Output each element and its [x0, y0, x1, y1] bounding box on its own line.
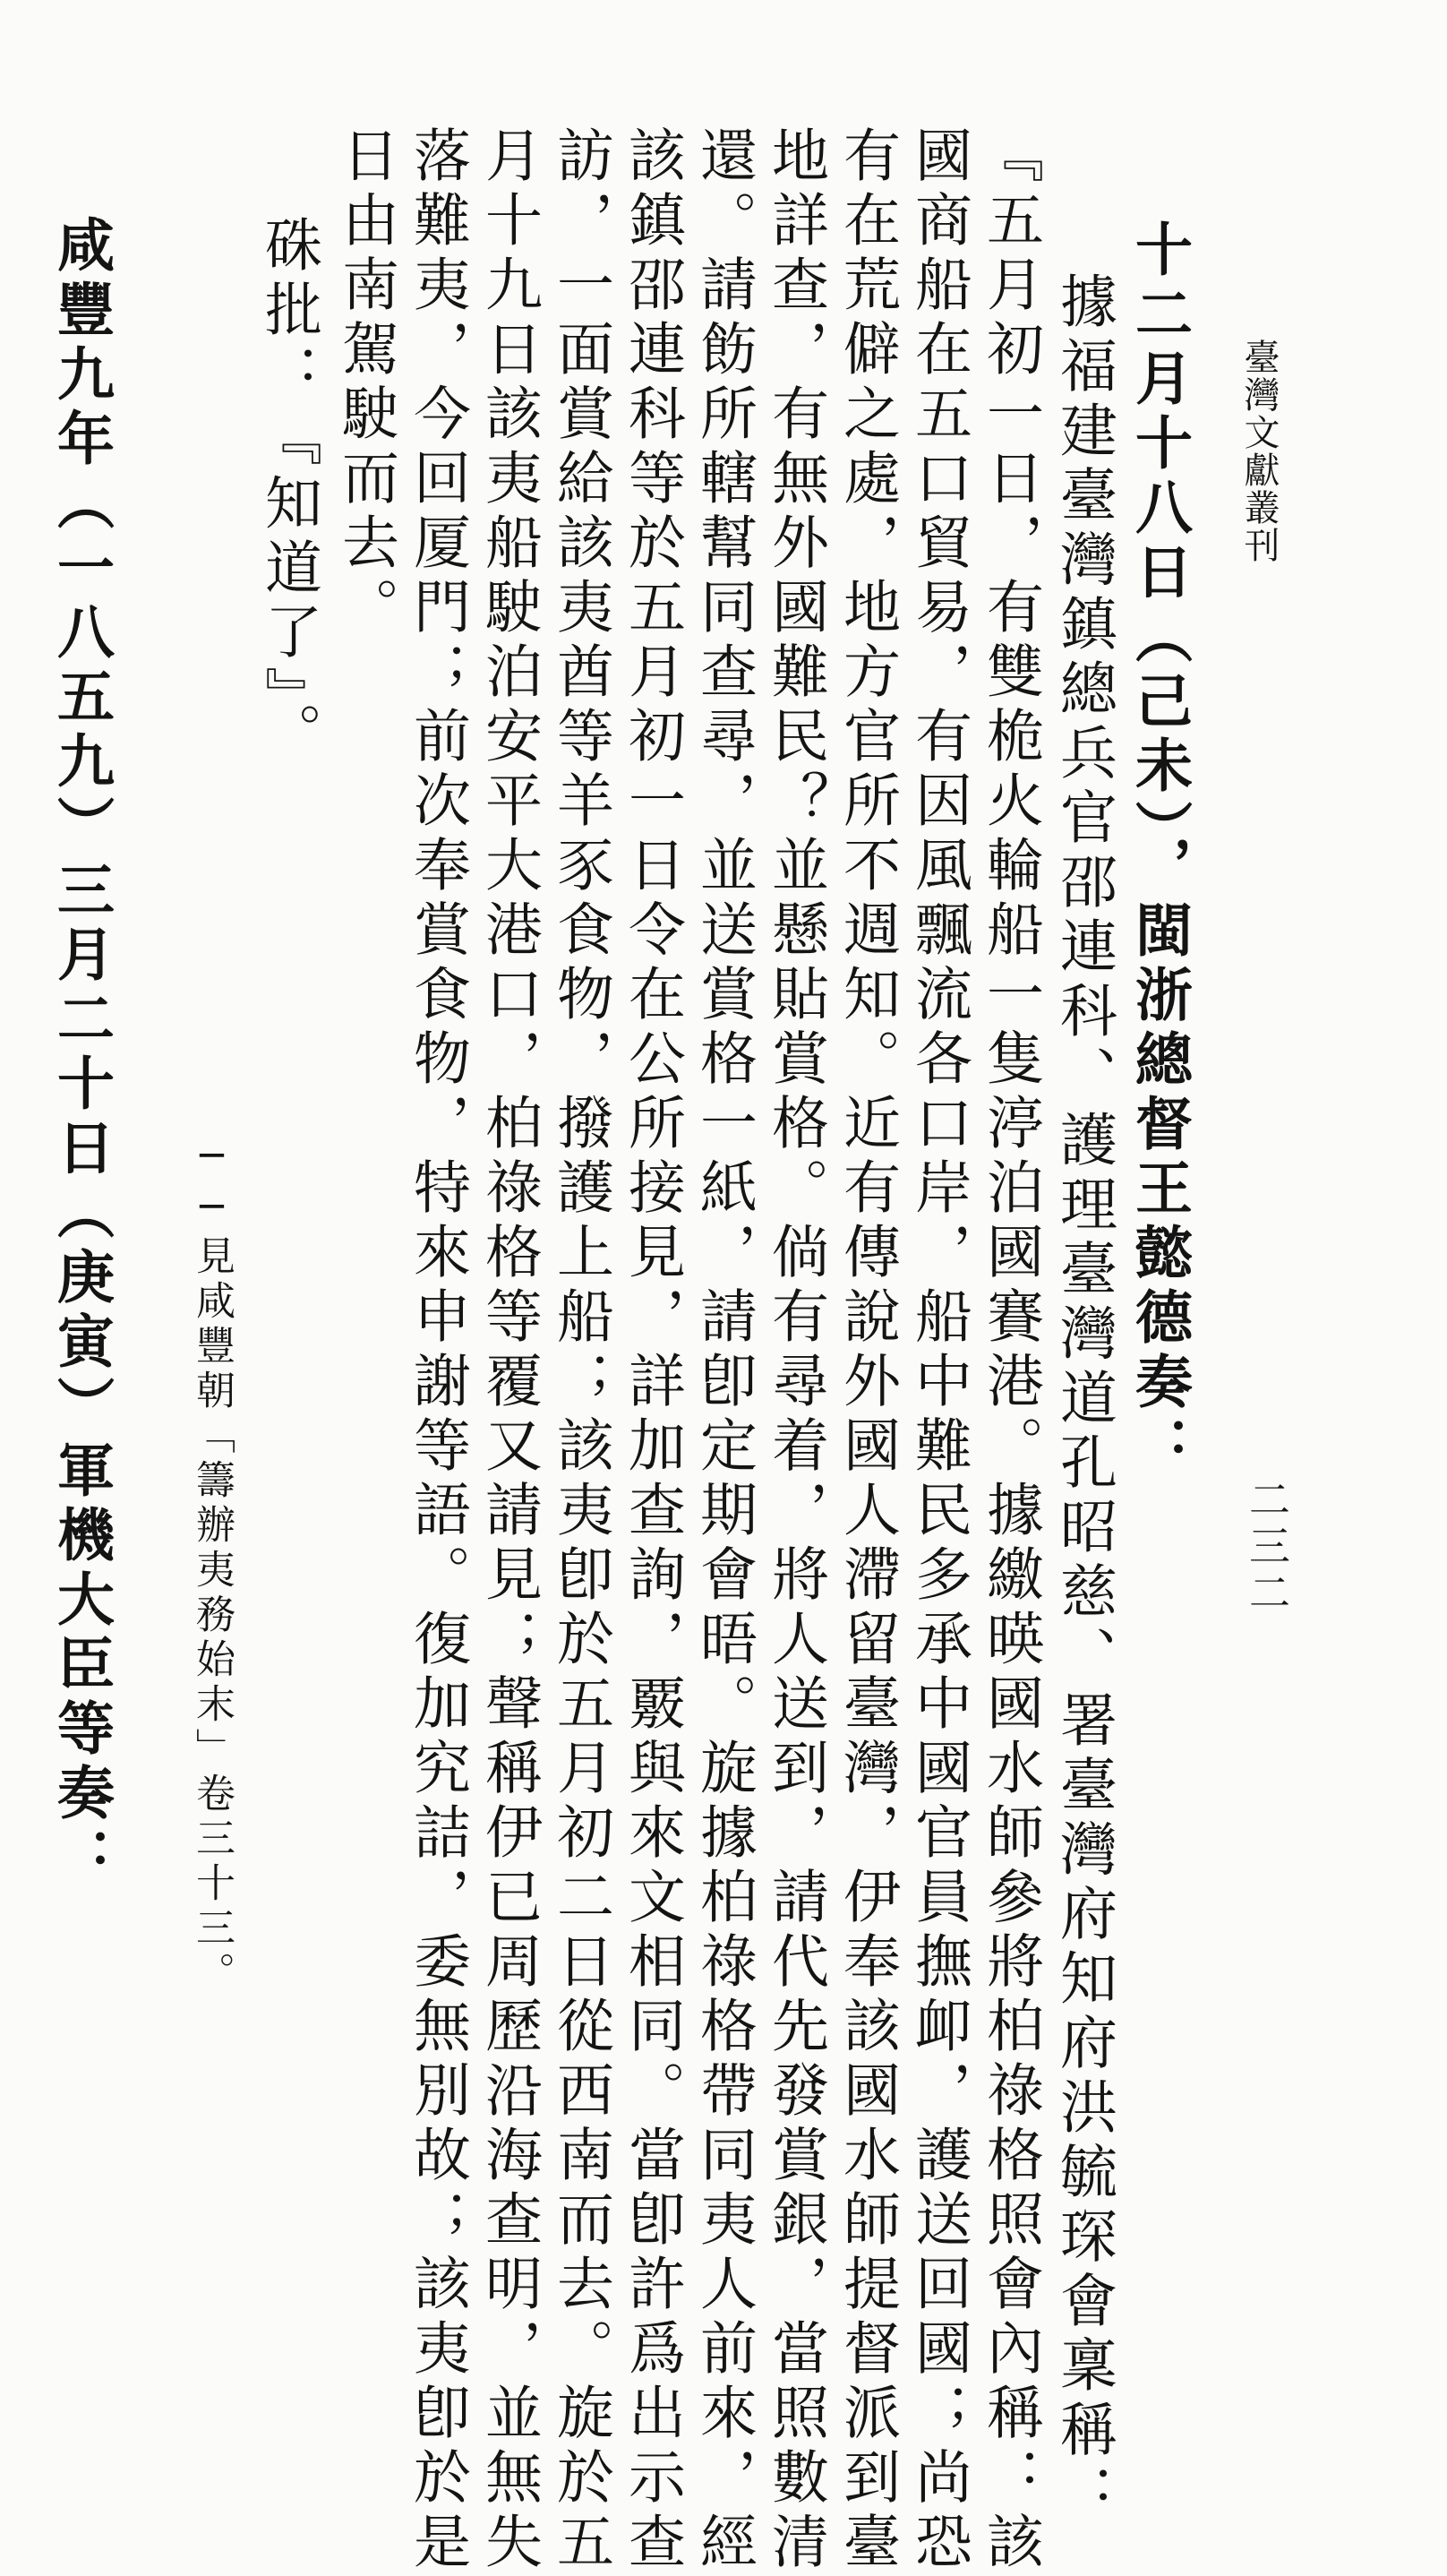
- source-citation: ──見咸豐朝「籌辦夷務始末」卷三十三。: [189, 1133, 235, 1996]
- series-title: 臺灣文獻叢刊: [1238, 339, 1280, 564]
- entry-date-heading: 咸豐九年（一八五九）三月二十日（庚寅）軍機大臣等奏：: [47, 215, 115, 1892]
- memorial-body-line: 月十九日該夷船駛泊安平大港口，柏祿格等覆又請見；聲稱伊已周歷沿海查明，並無失: [475, 125, 542, 2576]
- entry-date-heading: 十二月十八日（己未），閩浙總督王懿德奏：: [1126, 219, 1193, 1481]
- memorial-body-line: 訪，一面賞給該夷酋等羊豕食物，撥護上船；該夷卽於五月初二日從西南而去。旋於五: [547, 125, 613, 2576]
- memorial-body-line: 『五月初一日，有雙桅火輪船一隻渟泊國賽港。據繳暎國水師參將柏祿格照會內稱：該: [977, 125, 1043, 2576]
- memorial-body-line: 落難夷，今回厦門；前次奉賞食物，特來申謝等語。復加究詰，委無別故；該夷卽於是: [404, 125, 470, 2576]
- memorial-body-line: 國商船在五口貿易，有因風飄流各口岸，船中難民多承中國官員撫卹，護送回國；尚恐: [905, 125, 972, 2576]
- memorial-body-line: 日由南駕駛而去。: [332, 125, 398, 641]
- imperial-rescript: 硃批：『知道了』。: [255, 215, 321, 767]
- memorial-body-line: 有在荒僻之處，地方官所不週知。近有傳說外國人滯留臺灣，伊奉該國水師提督派到臺: [834, 125, 900, 2576]
- memorial-body-line: 地詳查，有無外國難民？並懸貼賞格。倘有尋着，將人送到，請代先發賞銀，當照數清: [762, 125, 828, 2576]
- memorial-body-line: 還。請飭所轄幫同查尋，並送賞格一紙，請卽定期會晤。旋據柏祿格帶同夷人前來，經: [690, 125, 757, 2576]
- page-number: 二三二: [1243, 1478, 1291, 1618]
- memorial-opening: 據福建臺灣鎮總兵官邵連科、護理臺灣道孔昭慈、署臺灣府知府洪毓琛會稟稱：: [1050, 271, 1117, 2529]
- memorial-body-line: 該鎮邵連科等於五月初一日令在公所接見，詳加查詢，覈與來文相同。當卽許爲出示查: [619, 125, 685, 2576]
